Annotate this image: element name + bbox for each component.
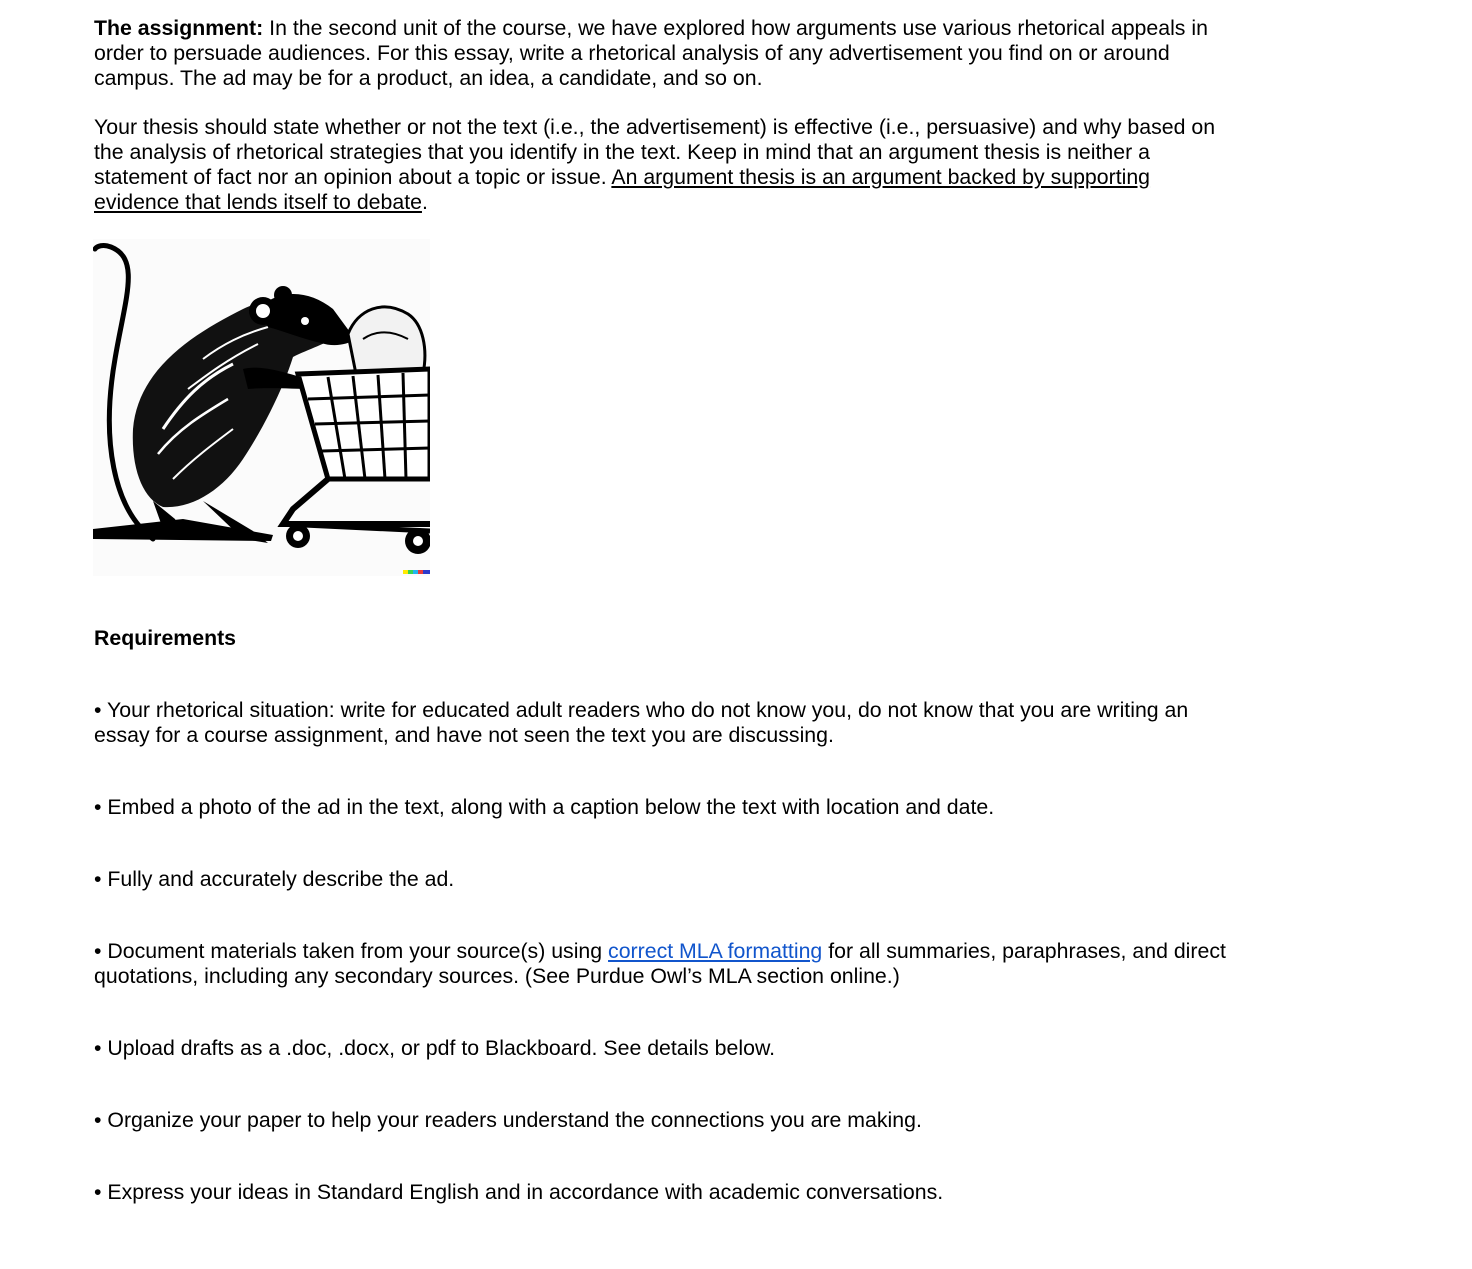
- requirement-item: • Organize your paper to help your readers understand the connections you are making.: [94, 1108, 922, 1132]
- rat-shopping-cart-image: [93, 239, 430, 576]
- thesis-text: Your thesis should state whether or not the text (i.e., the advertisement) is effective (i.e., persuasive) and why based on the analysis of rhetorical strategies that you identify in the text. Keep in mind that an argument thesis is neither a statement of fact nor an opinion about a topic or issue.: [94, 115, 1216, 189]
- requirement-item: • Embed a photo of the ad in the text, along with a caption below the text with location and date.: [94, 795, 995, 819]
- requirement-item: • Upload drafts as a .doc, .docx, or pdf to Blackboard. See details below.: [94, 1036, 776, 1060]
- requirement-text-after-link: for all summaries, paraphrases, and direct quotations, including any secondary sources. (See Purdue Owl’s MLA section online.): [94, 939, 1226, 988]
- requirements-heading: Requirements: [94, 626, 237, 650]
- thesis-underlined-text: An argument thesis is an argument backed by supporting evidence that lends itself to debate: [94, 165, 1151, 214]
- requirement-item: • Express your ideas in Standard English and in accordance with academic conversations.: [94, 1180, 944, 1204]
- requirement-item: • Your rhetorical situation: write for educated adult readers who do not know you, do not know that you are writing an essay for a course assignment, and have not seen the text you are discussing.: [94, 698, 1189, 747]
- requirement-text-before-link: • Document materials taken from your source(s) using: [94, 939, 609, 963]
- assignment-paragraph: [94, 16, 1234, 91]
- assignment-label: The assignment:: [94, 16, 264, 40]
- thesis-end: .: [421, 190, 428, 214]
- assignment-text: In the second unit of the course, we have explored how arguments use various rhetorical appeals in order to persuade audiences. For this essay, write a rhetorical analysis of any advertisement you find on or around campus. The ad may be for a product, an idea, a candidate, and so on.: [94, 16, 1208, 90]
- requirement-item: • Fully and accurately describe the ad.: [94, 867, 455, 891]
- requirement-item-mla: [94, 939, 1234, 989]
- document-page: [94, 0, 1234, 1205]
- thesis-paragraph: [94, 115, 1234, 215]
- mla-formatting-link[interactable]: correct MLA formatting: [608, 939, 823, 963]
